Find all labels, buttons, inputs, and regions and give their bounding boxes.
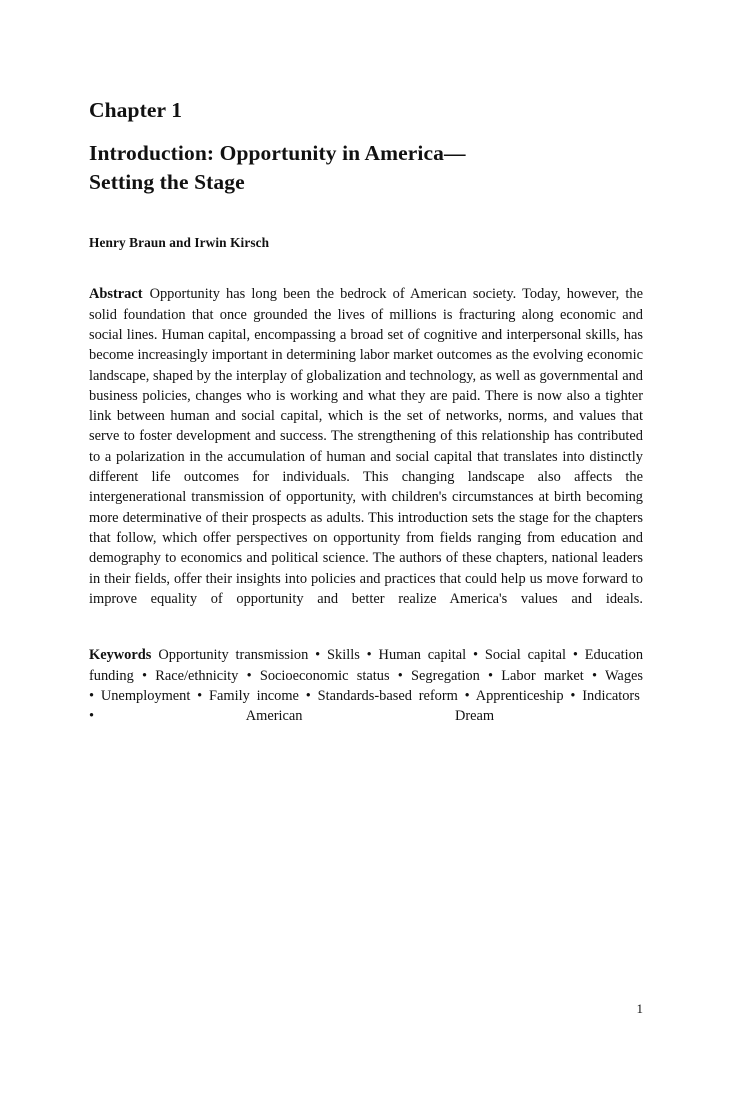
page-number: 1 [636, 1001, 643, 1016]
keyword-separator: • [457, 688, 476, 705]
keyword-term: Socioeconomic status [259, 667, 390, 684]
keyword-separator: • [359, 647, 379, 664]
chapter-title-line-2: Setting the Stage [89, 170, 245, 195]
keyword-term: Education funding [89, 647, 644, 684]
keyword-term: Family income [209, 688, 299, 705]
keyword-term: Indicators [582, 688, 640, 705]
keywords-label: Keywords [89, 647, 152, 664]
keyword-term: Skills [327, 647, 360, 664]
abstract-label: Abstract [89, 286, 143, 303]
keyword-separator: • [308, 647, 328, 664]
keyword-term: Segregation [411, 667, 480, 684]
keyword-term: American Dream [245, 708, 495, 725]
keyword-term: Opportunity transmission [158, 647, 309, 664]
abstract-body: Opportunity has long been the bedrock of American society. Today, however, the solid foundation that once grounded the lives of millions is fracturing along economic and social lines. Human capital, encompassing a broad set of cognitive and interpersonal skills, has become increasingly important in determining labor market outcomes as the evolving economic landscape, shaped by the interplay of globalization and technology, as well as governmental and business policies, changes who is working and what they are paid. There is now also a tighter link between human and social capital, which is the set of networks, norms, and values that serve to foster development and success. The strengthening of this relationship has contributed to a polarization in the accumulation of human and social capital that translates into distinctly different life outcomes for individuals. This changing landscape also affects the intergenerational transmission of opportunity, with children's circumstances at birth becoming more determinative of their prospects as adults. This introduction sets the stage for the chapters that follow, which offer perspectives on opportunity from fields ranging from education and demography to economics and political science. The authors of these chapters, national leaders in their fields, offer their insights into policies and practices that could help us move forward to improve equality of opportunity and better realize America's values and ideals. [89, 286, 643, 607]
keyword-separator: • [389, 667, 412, 684]
chapter-label: Chapter 1 [89, 98, 183, 122]
keyword-term: Wages [605, 667, 643, 684]
keyword-separator: • [89, 708, 246, 725]
keyword-separator: • [89, 688, 101, 705]
author-byline: Henry Braun and Irwin Kirsch [89, 235, 270, 251]
keyword-term: Race/ethnicity [155, 667, 239, 684]
keyword-separator: • [583, 667, 605, 684]
keywords-paragraph [89, 645, 643, 746]
keyword-term: Labor market [501, 667, 584, 684]
keyword-term: Human capital [378, 647, 467, 664]
keyword-separator: • [563, 688, 583, 705]
keyword-separator: • [190, 688, 210, 705]
keyword-separator: • [133, 667, 156, 684]
keyword-term: Standards-based reform [317, 688, 458, 705]
keyword-separator: • [298, 688, 318, 705]
keyword-separator: • [466, 647, 485, 664]
keyword-separator: • [479, 667, 502, 684]
abstract-paragraph [89, 284, 643, 629]
keywords-term-list [89, 647, 643, 724]
keyword-separator: • [238, 667, 260, 684]
keyword-term: Apprenticeship [475, 688, 564, 705]
keyword-separator: • [565, 647, 585, 664]
keyword-term: Unemployment [100, 688, 191, 705]
page-content [89, 96, 643, 761]
chapter-title-line-1: Introduction: Opportunity in America— [89, 141, 466, 166]
page-title [89, 139, 643, 197]
keyword-term: Social capital [484, 647, 566, 664]
